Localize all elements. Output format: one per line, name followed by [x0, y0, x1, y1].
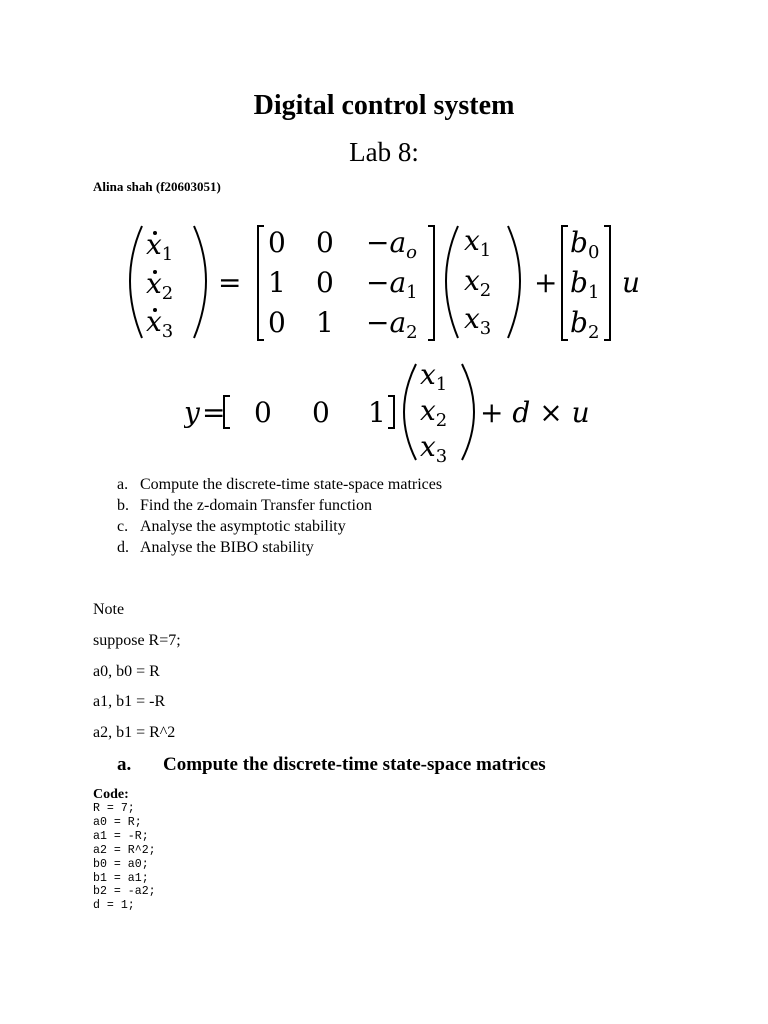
x-2: $x_2$ [464, 264, 492, 301]
a-32: 1 [316, 306, 334, 339]
y-x-3: $x_3$ [420, 430, 448, 466]
list-item: c. Analyse the asymptotic stability [117, 518, 346, 535]
list-item: d. Analyse the BIBO stability [117, 539, 314, 556]
output-equals: = [202, 396, 226, 429]
a-31: 0 [268, 306, 286, 339]
a-12: 0 [316, 226, 334, 259]
lhs-x3dot: $x_3$ [146, 305, 174, 342]
input-u: u [622, 266, 641, 299]
note-line: a0, b0 = R [93, 663, 160, 680]
b-1: $b_0$ [570, 226, 600, 263]
lhs-x1dot: $x_1$ [146, 228, 174, 265]
section-heading: a. Compute the discrete-time state-space matrices [117, 754, 546, 775]
feedthrough-term: + d × u [480, 396, 590, 429]
c-1: 0 [254, 396, 272, 429]
output-equation [184, 358, 594, 466]
y-x-1: $x_1$ [420, 358, 448, 395]
list-item: b. Find the z-domain Transfer function [117, 497, 372, 514]
y-x-2: $x_2$ [420, 394, 448, 431]
b-2: $b_1$ [570, 266, 600, 303]
a-13: $-a_o$ [366, 226, 418, 263]
c-2: 0 [312, 396, 330, 429]
lhs-x2dot: $x_2$ [146, 267, 174, 304]
code-block: R = 7; a0 = R; a1 = -R; a2 = R^2; b0 = a0; b1 = a1; b2 = -a2; d = 1; [93, 802, 156, 913]
task-list [117, 474, 442, 558]
a-23: $-a_1$ [366, 266, 418, 303]
note-heading: Note [93, 601, 125, 618]
c-3: 1 [368, 396, 386, 429]
output-y: y [184, 396, 200, 429]
b-3: $b_2$ [570, 306, 600, 343]
a-22: 0 [316, 266, 334, 299]
document-title: Digital control system [253, 90, 515, 121]
note-line: a2, b1 = R^2 [93, 724, 176, 741]
a-21: 1 [268, 266, 286, 299]
plus-sign: + [534, 266, 558, 299]
list-item: a. Compute the discrete-time state-space matrices [117, 476, 443, 493]
state-equation [118, 220, 658, 350]
code-label: Code: [93, 787, 129, 802]
author-line: Alina shah (f20603051) [93, 179, 221, 194]
note-line: a1, b1 = -R [93, 693, 166, 710]
note-line: suppose R=7; [93, 632, 181, 649]
x-3: $x_3$ [464, 302, 492, 339]
x-1: $x_1$ [464, 224, 492, 261]
lab-subtitle: Lab 8: [349, 137, 419, 167]
a-11: 0 [268, 226, 286, 259]
a-33: $-a_2$ [366, 306, 418, 343]
equals-sign: = [218, 266, 242, 299]
